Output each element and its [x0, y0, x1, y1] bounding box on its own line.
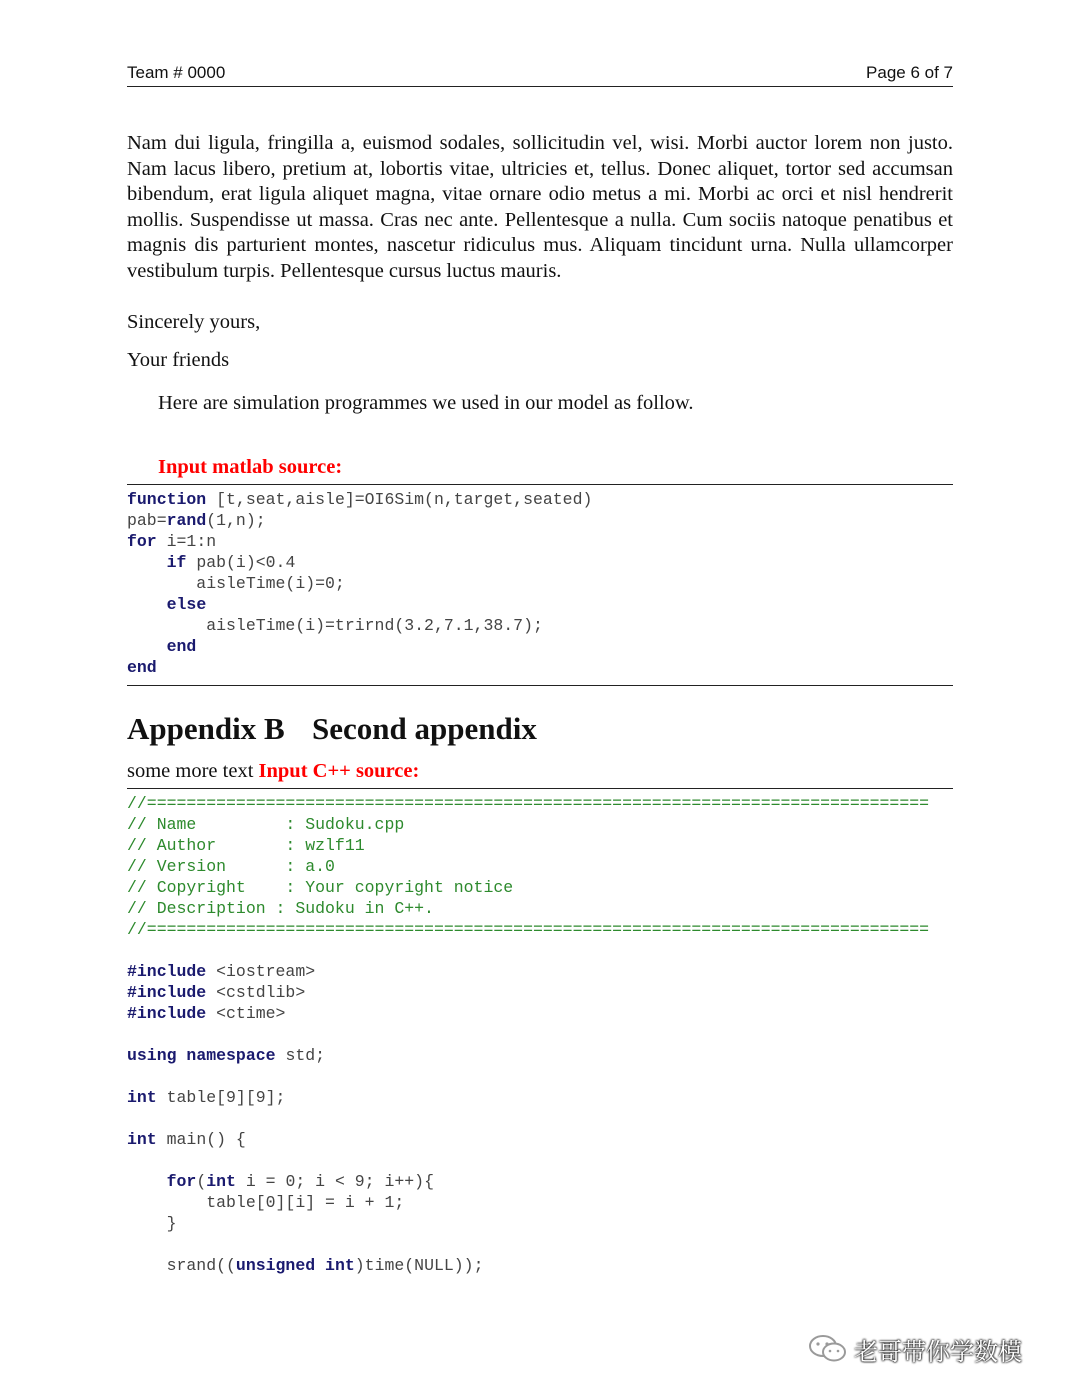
code-line — [127, 856, 953, 877]
code-token: [t,seat,aisle]=OI6Sim(n,target,seated) — [206, 490, 593, 509]
cpp-intro — [127, 759, 419, 784]
code-token: table[9][9]; — [156, 1088, 286, 1107]
code-line — [127, 877, 953, 898]
closing-line: Sincerely yours, — [127, 311, 261, 333]
code-comment: // Copyright : Your copyright notice — [127, 878, 514, 897]
code-keyword: else — [166, 595, 207, 614]
code-keyword: int — [127, 1088, 157, 1107]
code-token: i = 0; i < 9; i++){ — [235, 1172, 434, 1191]
code-comment: //=============================================================================== — [127, 920, 930, 939]
code-keyword: int — [325, 1256, 355, 1275]
code-line — [127, 898, 953, 919]
code-line — [127, 961, 953, 982]
code-line — [127, 594, 953, 615]
code-line — [127, 1150, 953, 1171]
code-comment: //=============================================================================== — [127, 794, 930, 813]
team-number: Team # 0000 — [127, 63, 226, 82]
code-line — [127, 552, 953, 573]
code-line — [127, 1234, 953, 1255]
code-token: <iostream> — [206, 962, 316, 981]
code-keyword: using — [127, 1046, 177, 1065]
code-comment: // Author : wzlf11 — [127, 836, 365, 855]
code-keyword: #include — [127, 1004, 207, 1023]
code-line — [127, 940, 953, 961]
appendix-heading — [127, 710, 537, 748]
code-token: pab= — [127, 511, 167, 530]
code-line — [127, 1003, 953, 1024]
code-comment: // Version : a.0 — [127, 857, 335, 876]
code-token: aisleTime(i)=0; — [127, 574, 345, 593]
code-token — [127, 1172, 167, 1191]
cpp-top-rule — [127, 788, 953, 789]
code-token: <ctime> — [206, 1004, 286, 1023]
code-line — [127, 1108, 953, 1129]
code-token — [177, 1046, 187, 1065]
code-line — [127, 814, 953, 835]
code-token: aisleTime(i)=trirnd(3.2,7.1,38.7); — [127, 616, 543, 635]
code-line — [127, 982, 953, 1003]
code-line — [127, 1045, 953, 1066]
watermark — [808, 1331, 1022, 1367]
code-line — [127, 1129, 953, 1150]
code-token: std; — [275, 1046, 326, 1065]
wechat-icon — [808, 1334, 848, 1364]
code-line — [127, 793, 953, 814]
code-comment: // Description : Sudoku in C++. — [127, 899, 434, 918]
code-token: ( — [196, 1172, 207, 1191]
cpp-code-block — [127, 793, 953, 1276]
code-line — [127, 510, 953, 531]
code-keyword: end — [127, 658, 157, 677]
code-token: main() { — [156, 1130, 246, 1149]
signature-line: Your friends — [127, 349, 230, 371]
code-keyword: namespace — [186, 1046, 276, 1065]
code-line — [127, 531, 953, 552]
code-line — [127, 489, 953, 510]
code-keyword: #include — [127, 983, 207, 1002]
code-keyword: int — [127, 1130, 157, 1149]
code-token — [315, 1256, 325, 1275]
matlab-source-title: Input matlab source: — [158, 456, 343, 478]
page-header — [127, 62, 953, 87]
code-line — [127, 615, 953, 636]
page-number: Page 6 of 7 — [866, 63, 953, 82]
code-keyword: end — [166, 637, 197, 656]
appendix-title: Second appendix — [312, 711, 537, 746]
code-line — [127, 835, 953, 856]
code-line — [127, 657, 953, 678]
code-line — [127, 919, 953, 940]
appendix-number: Appendix B — [127, 711, 285, 746]
code-token: <cstdlib> — [206, 983, 306, 1002]
code-token — [127, 553, 167, 572]
code-keyword: #include — [127, 962, 207, 981]
matlab-code-block — [127, 489, 953, 678]
matlab-top-rule — [127, 484, 953, 485]
code-line — [127, 1192, 953, 1213]
code-token: } — [127, 1214, 177, 1233]
code-line — [127, 1213, 953, 1234]
code-comment: // Name : Sudoku.cpp — [127, 815, 405, 834]
code-keyword: for — [127, 532, 157, 551]
cpp-intro-text: some more text — [127, 760, 259, 782]
code-keyword: function — [127, 490, 207, 509]
intro-paragraph: Nam dui ligula, fringilla a, euismod sodales, sollicitudin vel, wisi. Morbi auctor lorem non justo. Nam lacus libero, pretium at, lobortis vitae, ultricies et, tellus. Donec aliquet, tortor sed accumsan bibendum, erat ligula aliquet magna, vitae ornare odio metus a mi. Morbi ac orci et nisl hendrerit mollis. Suspendisse ut massa. Cras nec ante. Pellentesque a nulla. Cum sociis natoque penatibus et magnis dis parturient montes, nascetur ridiculus mus. Aliquam tincidunt urna. Nulla ullamcorper vestibulum turpis. Pellentesque cursus luctus mauris. — [127, 132, 953, 282]
code-token: srand(( — [127, 1256, 236, 1275]
code-keyword: if — [166, 553, 187, 572]
code-line — [127, 1024, 953, 1045]
code-keyword: unsigned — [235, 1256, 316, 1275]
code-line — [127, 1171, 953, 1192]
code-line — [127, 1066, 953, 1087]
code-line — [127, 1087, 953, 1108]
code-token: (1,n); — [206, 511, 266, 530]
code-keyword: int — [206, 1172, 236, 1191]
code-token: )time(NULL)); — [354, 1256, 484, 1275]
code-token — [127, 595, 167, 614]
code-token: pab(i)<0.4 — [186, 553, 296, 572]
code-token: i=1:n — [156, 532, 217, 551]
code-token — [127, 637, 167, 656]
code-line — [127, 1255, 953, 1276]
code-keyword: for — [166, 1172, 197, 1191]
code-token: table[0][i] = i + 1; — [127, 1193, 405, 1212]
programmes-text: Here are simulation programmes we used in our model as follow. — [158, 392, 694, 414]
code-line — [127, 573, 953, 594]
code-line — [127, 636, 953, 657]
matlab-bottom-rule — [127, 685, 953, 686]
watermark-text: 老哥带你学数模 — [854, 1337, 1022, 1366]
code-keyword: rand — [166, 511, 207, 530]
cpp-source-title: Input C++ source: — [258, 760, 420, 782]
